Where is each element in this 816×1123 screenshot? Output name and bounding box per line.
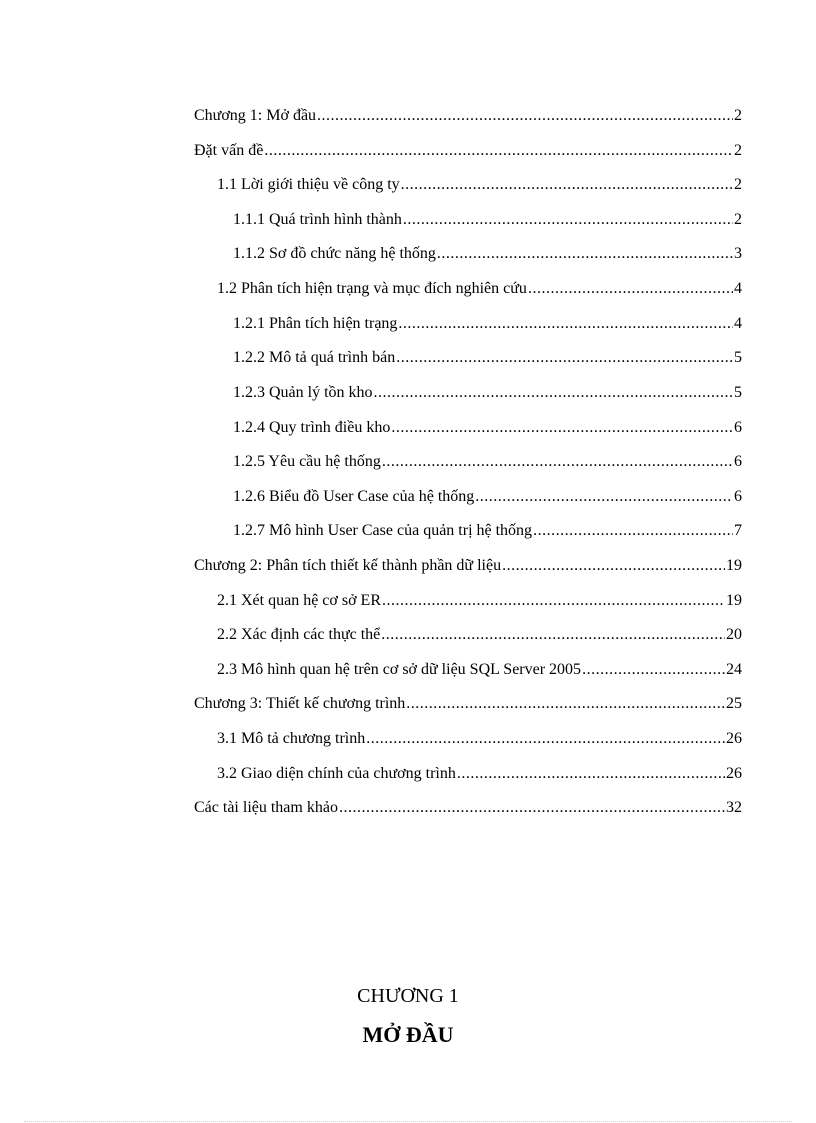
toc-page-number: 20 xyxy=(726,626,742,643)
toc-entry-chapter-3[interactable] xyxy=(194,690,742,714)
toc-leader-dots xyxy=(382,452,733,472)
toc-entry-2-1[interactable] xyxy=(217,587,742,611)
toc-entry-label: 3.2 Giao diện chính của chương trình xyxy=(217,765,456,782)
toc-leader-dots xyxy=(403,210,733,230)
toc-page-number: 26 xyxy=(726,730,742,747)
toc-entry-2-3[interactable] xyxy=(217,656,742,680)
toc-entry-1-2-4[interactable] xyxy=(233,414,742,438)
toc-leader-dots xyxy=(317,106,733,126)
toc-entry-1-1[interactable] xyxy=(217,171,742,195)
toc-leader-dots xyxy=(391,418,733,438)
toc-entry-label: Đặt vấn đề xyxy=(194,142,264,159)
toc-page-number: 2 xyxy=(734,142,742,159)
chapter-title: MỞ ĐẦU xyxy=(362,1022,454,1047)
chapter-number: CHƯƠNG 1 xyxy=(357,985,459,1007)
toc-entry-label: 1.2.6 Biểu đồ User Case của hệ thống xyxy=(233,488,475,505)
toc-entry-1-2-7[interactable] xyxy=(233,517,742,541)
toc-page-number: 2 xyxy=(734,176,742,193)
toc-page-number: 3 xyxy=(734,245,742,262)
toc-entry-label: 1.1.2 Sơ đồ chức năng hệ thống xyxy=(233,245,436,262)
toc-entry-1-2-6[interactable] xyxy=(233,483,742,507)
toc-entry-1-1-2[interactable] xyxy=(233,240,742,264)
toc-entry-dat-van-de[interactable] xyxy=(194,137,742,161)
toc-page-number: 19 xyxy=(726,557,742,574)
toc-leader-dots xyxy=(528,279,733,299)
toc-entry-label: 2.2 Xác định các thực thể xyxy=(217,626,381,643)
toc-page-number: 32 xyxy=(726,799,742,816)
toc-leader-dots xyxy=(533,521,733,541)
toc-page-number: 5 xyxy=(734,384,742,401)
toc-entry-label: 1.2.3 Quản lý tồn kho xyxy=(233,384,373,401)
toc-page-number: 6 xyxy=(734,453,742,470)
toc-page-number: 6 xyxy=(734,488,742,505)
toc-page-number: 4 xyxy=(734,315,742,332)
toc-leader-dots xyxy=(406,694,725,714)
toc-entry-label: 1.2.7 Mô hình User Case của quản trị hệ thống xyxy=(233,522,533,539)
toc-page-number: 2 xyxy=(734,211,742,228)
toc-entry-2-2[interactable] xyxy=(217,621,742,645)
toc-page-number: 4 xyxy=(734,280,742,297)
toc-leader-dots xyxy=(398,314,733,334)
toc-leader-dots xyxy=(396,348,733,368)
toc-page-number: 7 xyxy=(734,522,742,539)
toc-leader-dots xyxy=(339,798,725,818)
toc-entry-label: 1.1.1 Quá trình hình thành xyxy=(233,211,402,228)
toc-entry-label: Chương 2: Phân tích thiết kế thành phần dữ liệu xyxy=(194,557,502,574)
toc-leader-dots xyxy=(475,487,733,507)
toc-leader-dots xyxy=(381,625,725,645)
toc-entry-label: 3.1 Mô tả chương trình xyxy=(217,730,366,747)
toc-page-number: 24 xyxy=(726,661,742,678)
toc-entry-label: 1.1 Lời giới thiệu về công ty xyxy=(217,176,400,193)
toc-entry-label: 2.3 Mô hình quan hệ trên cơ sở dữ liệu SQL Server 2005 xyxy=(217,661,582,678)
toc-page-number: 5 xyxy=(734,349,742,366)
toc-entry-label: 1.2.4 Quy trình điều kho xyxy=(233,419,391,436)
toc-entry-label: Chương 1: Mở đầu xyxy=(194,107,317,124)
toc-leader-dots xyxy=(366,729,725,749)
toc-page-number: 2 xyxy=(734,107,742,124)
toc-entry-label: Chương 3: Thiết kế chương trình xyxy=(194,695,406,712)
toc-leader-dots xyxy=(502,556,725,576)
toc-entry-1-2-5[interactable] xyxy=(233,448,742,472)
toc-entry-1-2-1[interactable] xyxy=(233,310,742,334)
toc-entry-label: 2.1 Xét quan hệ cơ sở ER xyxy=(217,592,381,609)
toc-entry-references[interactable] xyxy=(194,794,742,818)
toc-entry-label: 1.2 Phân tích hiện trạng và mục đích nghiên cứu xyxy=(217,280,527,297)
toc-page-number: 6 xyxy=(734,419,742,436)
toc-leader-dots xyxy=(264,141,733,161)
toc-entry-label: 1.2.1 Phân tích hiện trạng xyxy=(233,315,398,332)
toc-entry-3-2[interactable] xyxy=(217,760,742,784)
toc-leader-dots xyxy=(374,383,733,403)
toc-entry-1-2-3[interactable] xyxy=(233,379,742,403)
toc-leader-dots xyxy=(437,244,733,264)
toc-entry-3-1[interactable] xyxy=(217,725,742,749)
toc-leader-dots xyxy=(382,591,725,611)
page-bottom-divider xyxy=(24,1121,792,1122)
toc-entry-chapter-2[interactable] xyxy=(194,552,742,576)
toc-leader-dots xyxy=(401,175,733,195)
toc-page-number: 26 xyxy=(726,765,742,782)
toc-leader-dots xyxy=(457,764,725,784)
toc-entry-1-2[interactable] xyxy=(217,275,742,299)
toc-page-number: 19 xyxy=(726,592,742,609)
toc-entry-chapter-1[interactable] xyxy=(194,102,742,126)
toc-entry-label: Các tài liệu tham khảo xyxy=(194,799,338,816)
toc-page-number: 25 xyxy=(726,695,742,712)
toc-entry-1-1-1[interactable] xyxy=(233,206,742,230)
toc-entry-label: 1.2.2 Mô tả quá trình bán xyxy=(233,349,396,366)
toc-entry-1-2-2[interactable] xyxy=(233,344,742,368)
toc-entry-label: 1.2.5 Yêu cầu hệ thống xyxy=(233,453,381,470)
toc-leader-dots xyxy=(582,660,725,680)
